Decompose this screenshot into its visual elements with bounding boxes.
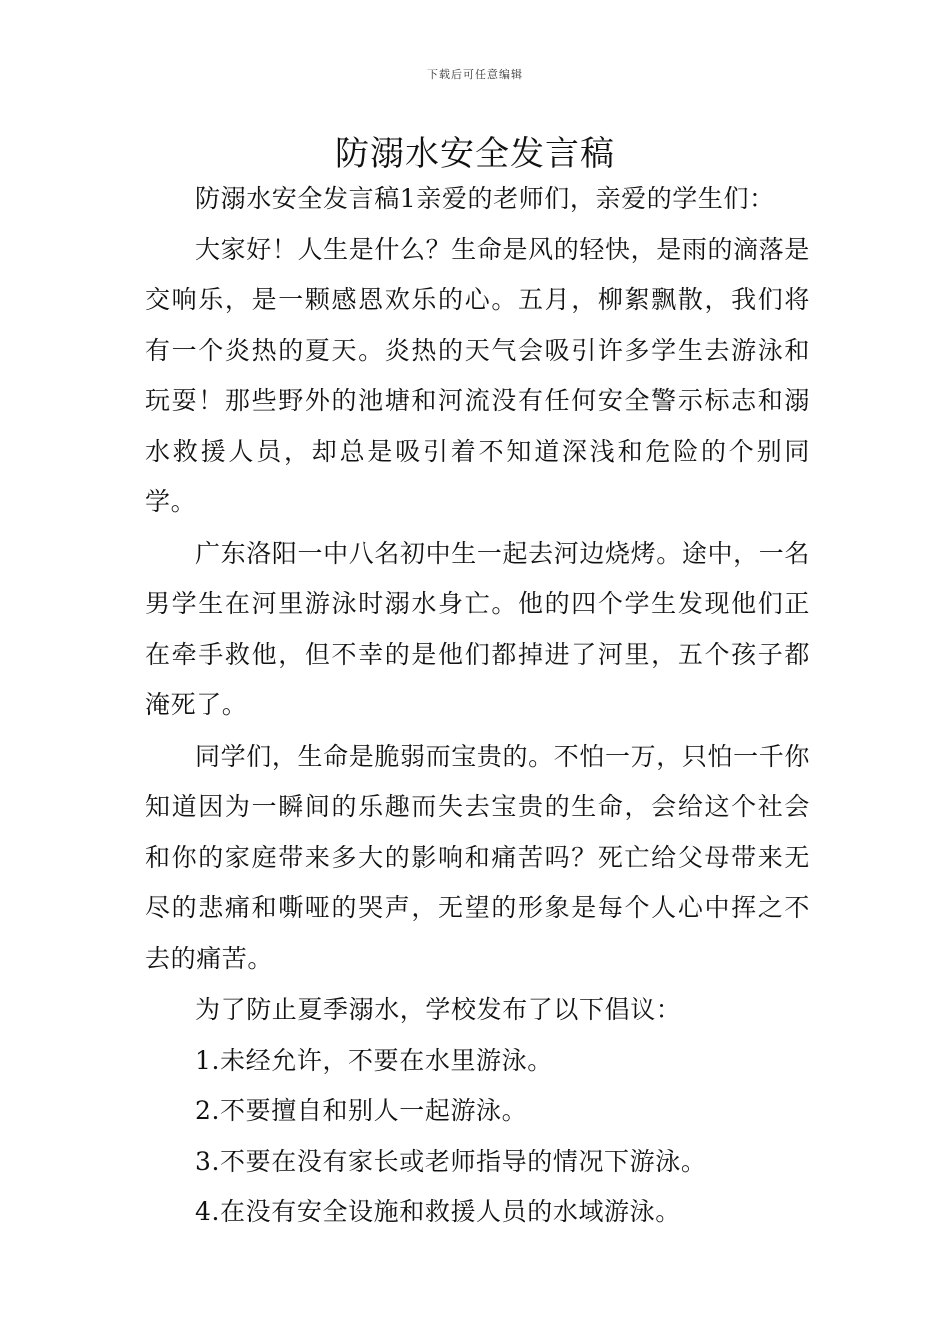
list-item: 4.在没有安全设施和救援人员的水域游泳。 — [195, 1197, 681, 1226]
paragraph-incident: 广东洛阳一中八名初中生一起去河边烧烤。途中，一名男学生在河里游泳时溺水身亡。他的四个学生发现他们正在牵手救他，但不幸的是他们都掉进了河里，五个孩子都淹死了。 — [145, 538, 810, 719]
list-item: 1.未经允许，不要在水里游泳。 — [195, 1045, 553, 1075]
list-item: 3.不要在没有家长或老师指导的情况下游泳。 — [195, 1146, 707, 1176]
paragraph-appeal: 同学们，生命是脆弱而宝贵的。不怕一万，只怕一千你知道因为一瞬间的乐趣而失去宝贵的生命，会给这个社会和你的家庭带来多大的影响和痛苦吗？死亡给父母带来无尽的悲痛和嘶哑的哭声，无望的形象是每个人心中挥之不去的痛苦。 — [145, 741, 810, 973]
paragraph-greeting: 防溺水安全发言稿1亲爱的老师们，亲爱的学生们： — [195, 184, 775, 213]
header-note: 下载后可任意编辑 — [427, 68, 523, 81]
document-body — [145, 174, 810, 1238]
paragraph-proposal-intro: 为了防止夏季溺水，学校发布了以下倡议： — [195, 995, 682, 1024]
paragraph-intro: 大家好！人生是什么？生命是风的轻快，是雨的滴落是交响乐，是一颗感恩欢乐的心。五月，柳絮飘散，我们将有一个炎热的夏天。炎热的天气会吸引许多学生去游泳和玩耍！那些野外的池塘和河流没有任何安全警示标志和溺水救援人员，却总是吸引着不知道深浅和危险的个别同学。 — [145, 234, 810, 516]
document-title: 防溺水安全发言稿 — [335, 134, 615, 174]
list-item: 2.不要擅自和别人一起游泳。 — [195, 1096, 528, 1125]
